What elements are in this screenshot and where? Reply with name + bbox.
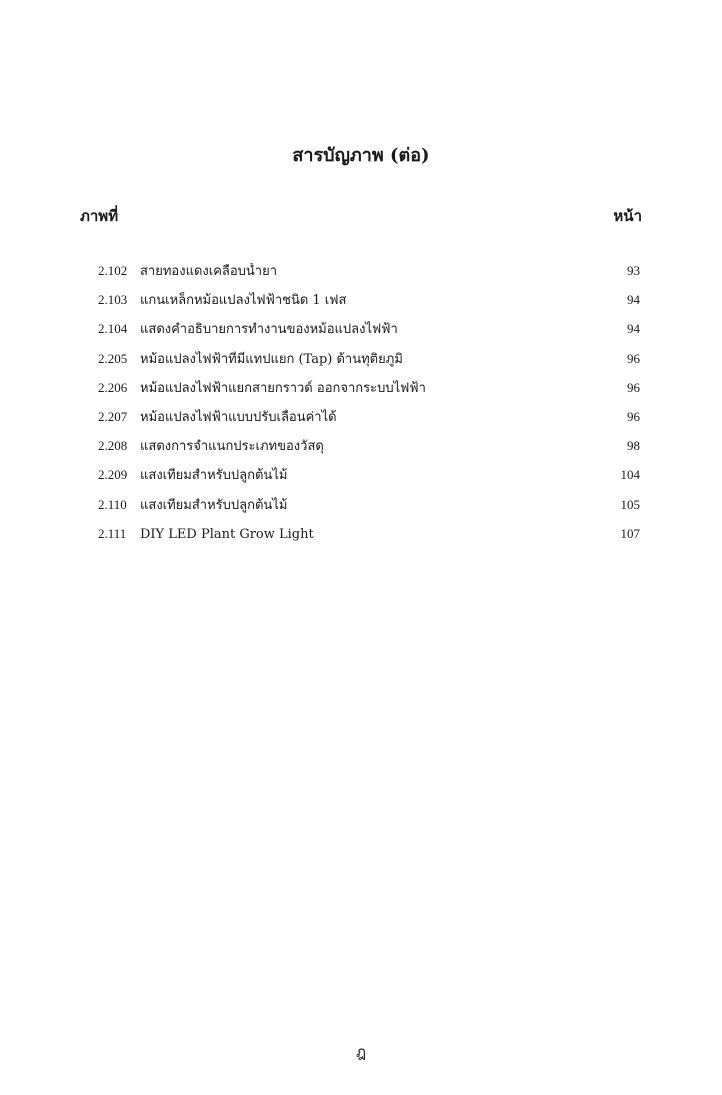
page-number: 96	[627, 350, 640, 366]
page-footer-marker: ฎ	[355, 1043, 367, 1061]
list-item	[98, 350, 640, 379]
figure-title: แสงเทียมสำหรับปลูกต้นไม้	[140, 497, 288, 513]
page-number: 98	[627, 438, 640, 454]
figure-number: 2.207	[98, 408, 128, 424]
page-number: 93	[627, 263, 640, 278]
figure-number: 2.110	[98, 496, 127, 512]
list-item	[98, 466, 640, 495]
list-item	[98, 320, 640, 349]
figure-number: 2.104	[98, 321, 128, 337]
page-column-header: หน้า	[613, 207, 642, 225]
list-item	[98, 525, 640, 554]
figure-title: สายทองแดงเคลือบน้ำยา	[140, 264, 278, 279]
figure-number: 2.209	[98, 467, 128, 483]
figure-column-header: ภาพที่	[80, 207, 119, 225]
page-number: 96	[627, 408, 640, 424]
page-number: 94	[627, 292, 640, 308]
figure-title: หม้อแปลงไฟฟ้าที่มีแทปแยก (Tap) ด้านทุติยภูมิ	[140, 351, 403, 367]
list-item	[98, 291, 640, 320]
figure-number: 2.102	[98, 263, 128, 278]
page-number: 104	[620, 467, 640, 483]
figure-title: แสดงการจำแนกประเภทของวัสดุ	[140, 439, 324, 455]
figure-number: 2.103	[98, 292, 128, 308]
list-item	[98, 437, 640, 466]
figure-number: 2.206	[98, 379, 128, 395]
page-number: 105	[620, 496, 640, 512]
page-number: 107	[620, 525, 640, 541]
figure-list	[98, 262, 640, 554]
list-item	[98, 408, 640, 437]
figure-number: 2.208	[98, 438, 128, 454]
figure-title: หม้อแปลงไฟฟ้าแบบปรับเลื่อนค่าได้	[140, 409, 337, 425]
figure-title: แกนเหล็กหม้อแปลงไฟฟ้าชนิด 1 เฟส	[140, 293, 347, 309]
figure-number: 2.205	[98, 350, 128, 366]
figure-title: แสดงคำอธิบายการทำงานของหม้อแปลงไฟฟ้า	[140, 322, 398, 338]
page-number: 96	[627, 379, 640, 395]
page-title: สารบัญภาพ (ต่อ)	[292, 145, 430, 166]
figure-title: หม้อแปลงไฟฟ้าแยกสายกราวด์ ออกจากระบบไฟฟ้า	[140, 380, 426, 396]
list-item	[98, 496, 640, 525]
page-number: 94	[627, 321, 640, 337]
figure-title: แสงเทียมสำหรับปลูกต้นไม้	[140, 468, 288, 484]
figure-number: 2.111	[98, 525, 127, 541]
figure-title: DIY LED Plant Grow Light	[140, 526, 314, 542]
list-item	[98, 262, 640, 291]
list-item	[98, 379, 640, 408]
